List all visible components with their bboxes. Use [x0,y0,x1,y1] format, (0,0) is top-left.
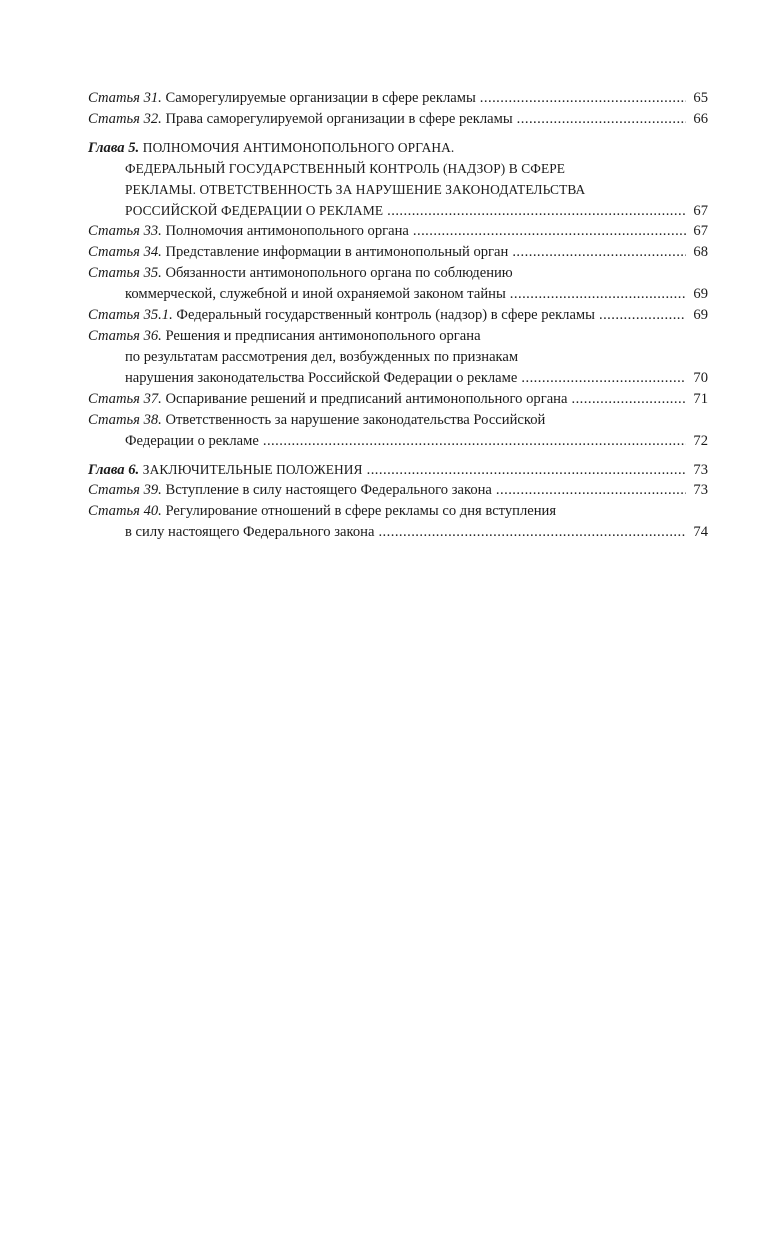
entry-label: Статья 33. [88,223,162,239]
entry-title-line-2: коммерческой, служебной и иной охраняемой законом тайны [125,286,506,302]
page-number: 67 [693,223,708,239]
page-number: 74 [693,524,708,540]
entry-title: Вступление в силу настоящего Федерального закона [165,482,492,498]
page-number: 69 [693,307,708,323]
entry-title-line-3: РЕКЛАМЫ. ОТВЕТСТВЕННОСТЬ ЗА НАРУШЕНИЕ ЗАКОНОДАТЕЛЬСТВА [125,182,586,197]
page-number: 68 [693,244,708,260]
page-number: 72 [693,433,708,449]
entry-title: Федеральный государственный контроль (надзор) в сфере рекламы [176,307,595,323]
table-of-contents [88,88,708,543]
toc-entry-article-37[interactable] [88,389,708,410]
dot-leader [521,368,686,389]
page-number: 65 [693,90,708,106]
toc-entry-article-39[interactable] [88,480,708,501]
entry-label: Статья 39. [88,482,162,498]
dot-leader [512,242,686,263]
toc-entry-article-31[interactable] [88,88,708,109]
entry-title-line-1: ПОЛНОМОЧИЯ АНТИМОНОПОЛЬНОГО ОРГАНА. [142,140,455,155]
entry-title-line-2: Федерации о рекламе [125,433,259,449]
dot-leader [378,522,686,543]
page-number: 73 [693,482,708,498]
entry-title-line-1: Обязанности антимонопольного органа по соблюдению [165,265,513,281]
entry-title-line-2: в силу настоящего Федерального закона [125,524,375,540]
dot-leader [387,201,686,222]
entry-title-line-4: РОССИЙСКОЙ ФЕДЕРАЦИИ О РЕКЛАМЕ [125,203,384,218]
page-number: 71 [693,391,708,407]
dot-leader [517,109,686,130]
toc-entry-chapter-5[interactable] [88,137,708,221]
dot-leader [496,480,686,501]
toc-entry-article-34[interactable] [88,242,708,263]
entry-title: Оспаривание решений и предписаний антимонопольного органа [165,391,568,407]
toc-entry-article-32[interactable] [88,109,708,130]
entry-label: Статья 34. [88,244,162,260]
entry-title-line-1: Регулирование отношений в сфере рекламы со дня вступления [165,503,557,519]
entry-label: Глава 5. [88,140,140,156]
entry-label: Статья 38. [88,412,162,428]
toc-entry-chapter-6[interactable] [88,459,708,480]
entry-title-line-2: по результатам рассмотрения дел, возбужденных по признакам [125,349,519,365]
entry-title-line-1: Решения и предписания антимонопольного органа [165,328,481,344]
dot-leader [263,431,686,452]
dot-leader [367,460,686,481]
page-number: 73 [693,462,708,478]
entry-title-line-3: нарушения законодательства Российской Федерации о рекламе [125,370,518,386]
dot-leader [571,389,686,410]
page-number: 70 [693,370,708,386]
entry-title: Представление информации в антимонопольный орган [165,244,509,260]
entry-title: Полномочия антимонопольного органа [165,223,409,239]
entry-label: Статья 31. [88,90,162,106]
entry-label: Статья 35. [88,265,162,281]
dot-leader [510,284,686,305]
entry-label: Статья 32. [88,111,162,127]
entry-title: Саморегулируемые организации в сфере рекламы [165,90,476,106]
dot-leader [480,88,686,109]
toc-entry-article-35[interactable] [88,263,708,305]
entry-label: Статья 36. [88,328,162,344]
entry-label: Статья 37. [88,391,162,407]
toc-entry-article-40[interactable] [88,501,708,543]
entry-title: Права саморегулируемой организации в сфере рекламы [165,111,513,127]
toc-entry-article-35-1[interactable] [88,305,708,326]
page-number: 66 [693,111,708,127]
toc-entry-article-33[interactable] [88,221,708,242]
toc-entry-article-38[interactable] [88,410,708,452]
entry-label: Статья 40. [88,503,162,519]
entry-title-line-2: ФЕДЕРАЛЬНЫЙ ГОСУДАРСТВЕННЫЙ КОНТРОЛЬ (НАДЗОР) В СФЕРЕ [125,161,566,176]
toc-entry-article-36[interactable] [88,326,708,389]
dot-leader [413,221,686,242]
entry-label: Статья 35.1. [88,307,173,323]
entry-title: ЗАКЛЮЧИТЕЛЬНЫЕ ПОЛОЖЕНИЯ [142,462,363,477]
dot-leader [599,305,686,326]
entry-label: Глава 6. [88,462,140,478]
entry-title-line-1: Ответственность за нарушение законодательства Российской [165,412,546,428]
page-number: 69 [693,286,708,302]
page-number: 67 [693,203,708,219]
